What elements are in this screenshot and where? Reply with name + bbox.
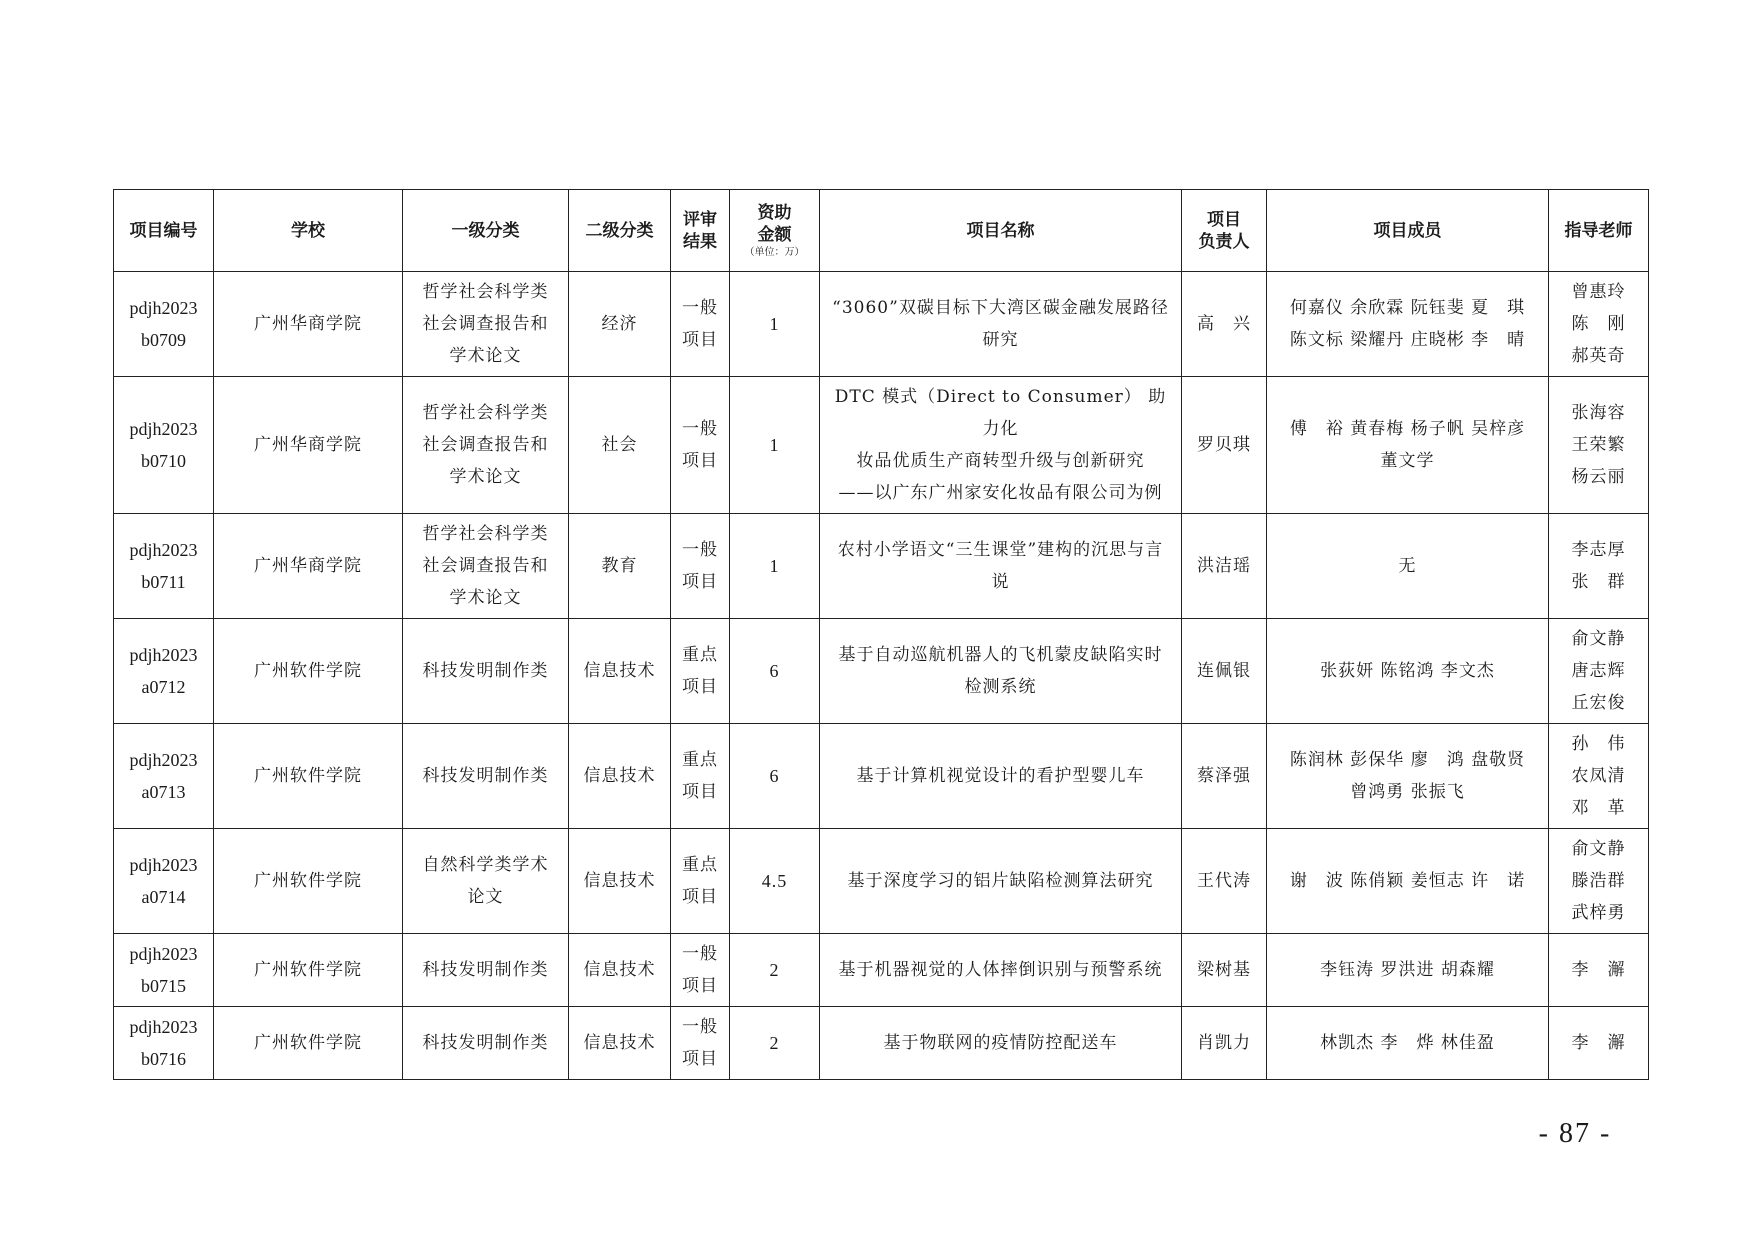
review-result-cell: 一般 项目 bbox=[671, 1007, 730, 1080]
project-code-cell: pdjh2023 b0715 bbox=[114, 934, 214, 1007]
level2-category-cell: 信息技术 bbox=[569, 1007, 671, 1080]
project-list-sheet bbox=[113, 189, 1649, 1080]
header-level1-category: 一级分类 bbox=[403, 190, 569, 272]
project-code-cell: pdjh2023 b0711 bbox=[114, 514, 214, 619]
funding-amount-cell: 6 bbox=[730, 724, 820, 829]
header-project-name: 项目名称 bbox=[820, 190, 1182, 272]
level1-category-cell: 哲学社会科学类 社会调查报告和 学术论文 bbox=[403, 377, 569, 514]
advisor-cell: 俞文静 滕浩群 武梓勇 bbox=[1549, 829, 1649, 934]
project-leader-cell: 罗贝琪 bbox=[1182, 377, 1267, 514]
project-code-cell: pdjh2023 a0712 bbox=[114, 619, 214, 724]
level1-category-cell: 自然科学类学术 论文 bbox=[403, 829, 569, 934]
header-advisor: 指导老师 bbox=[1549, 190, 1649, 272]
funding-amount-cell: 1 bbox=[730, 514, 820, 619]
table-row bbox=[114, 724, 1649, 829]
project-leader-cell: 连佩银 bbox=[1182, 619, 1267, 724]
review-result-cell: 重点 项目 bbox=[671, 829, 730, 934]
table-row bbox=[114, 934, 1649, 1007]
project-members-cell: 何嘉仪 余欣霖 阮钰斐 夏 琪 陈文标 梁耀丹 庄晓彬 李 晴 bbox=[1267, 272, 1549, 377]
funding-unit-note: （单位：万） bbox=[744, 246, 805, 258]
school-cell: 广州软件学院 bbox=[214, 724, 403, 829]
project-leader-cell: 蔡泽强 bbox=[1182, 724, 1267, 829]
advisor-cell: 李志厚 张 群 bbox=[1549, 514, 1649, 619]
level1-category-cell: 科技发明制作类 bbox=[403, 1007, 569, 1080]
review-result-cell: 一般 项目 bbox=[671, 377, 730, 514]
table-row bbox=[114, 619, 1649, 724]
header-row bbox=[114, 190, 1649, 272]
advisor-cell: 李 澥 bbox=[1549, 934, 1649, 1007]
level2-category-cell: 信息技术 bbox=[569, 724, 671, 829]
level2-category-cell: 信息技术 bbox=[569, 934, 671, 1007]
school-cell: 广州软件学院 bbox=[214, 619, 403, 724]
level2-category-cell: 教育 bbox=[569, 514, 671, 619]
level2-category-cell: 信息技术 bbox=[569, 829, 671, 934]
header-school: 学校 bbox=[214, 190, 403, 272]
project-code-cell: pdjh2023 a0714 bbox=[114, 829, 214, 934]
review-result-cell: 重点 项目 bbox=[671, 724, 730, 829]
advisor-cell: 张海容 王荣繁 杨云丽 bbox=[1549, 377, 1649, 514]
project-members-cell: 李钰涛 罗洪进 胡森耀 bbox=[1267, 934, 1549, 1007]
table-row bbox=[114, 1007, 1649, 1080]
header-project-code: 项目编号 bbox=[114, 190, 214, 272]
project-code-cell: pdjh2023 a0713 bbox=[114, 724, 214, 829]
project-members-cell: 无 bbox=[1267, 514, 1549, 619]
school-cell: 广州华商学院 bbox=[214, 514, 403, 619]
school-cell: 广州华商学院 bbox=[214, 272, 403, 377]
project-members-cell: 傅 裕 黄春梅 杨子帆 吴梓彦 董文学 bbox=[1267, 377, 1549, 514]
table-row bbox=[114, 514, 1649, 619]
level2-category-cell: 社会 bbox=[569, 377, 671, 514]
funding-amount-cell: 1 bbox=[730, 377, 820, 514]
project-members-cell: 林凯杰 李 烨 林佳盈 bbox=[1267, 1007, 1549, 1080]
project-name-cell: “3060”双碳目标下大湾区碳金融发展路径 研究 bbox=[820, 272, 1182, 377]
funding-amount-cell: 4.5 bbox=[730, 829, 820, 934]
header-funding-amount: 资助 金额 （单位：万） bbox=[730, 190, 820, 272]
school-cell: 广州软件学院 bbox=[214, 829, 403, 934]
project-leader-cell: 洪洁瑶 bbox=[1182, 514, 1267, 619]
project-leader-cell: 高 兴 bbox=[1182, 272, 1267, 377]
level1-category-cell: 哲学社会科学类 社会调查报告和 学术论文 bbox=[403, 272, 569, 377]
project-code-cell: pdjh2023 b0709 bbox=[114, 272, 214, 377]
project-name-cell: 基于自动巡航机器人的飞机蒙皮缺陷实时 检测系统 bbox=[820, 619, 1182, 724]
review-result-cell: 一般 项目 bbox=[671, 934, 730, 1007]
school-cell: 广州软件学院 bbox=[214, 1007, 403, 1080]
header-project-leader: 项目 负责人 bbox=[1182, 190, 1267, 272]
header-review-result: 评审 结果 bbox=[671, 190, 730, 272]
school-cell: 广州华商学院 bbox=[214, 377, 403, 514]
project-leader-cell: 梁树基 bbox=[1182, 934, 1267, 1007]
project-code-cell: pdjh2023 b0716 bbox=[114, 1007, 214, 1080]
header-project-members: 项目成员 bbox=[1267, 190, 1549, 272]
advisor-cell: 孙 伟 农凤清 邓 革 bbox=[1549, 724, 1649, 829]
project-members-cell: 陈润林 彭保华 廖 鸿 盘敬贤 曾鸿勇 张振飞 bbox=[1267, 724, 1549, 829]
funding-amount-cell: 2 bbox=[730, 1007, 820, 1080]
funding-amount-cell: 6 bbox=[730, 619, 820, 724]
project-code-cell: pdjh2023 b0710 bbox=[114, 377, 214, 514]
project-name-cell: 农村小学语文“三生课堂”建构的沉思与言 说 bbox=[820, 514, 1182, 619]
review-result-cell: 一般 项目 bbox=[671, 272, 730, 377]
review-result-cell: 一般 项目 bbox=[671, 514, 730, 619]
level1-category-cell: 科技发明制作类 bbox=[403, 619, 569, 724]
project-name-cell: 基于计算机视觉设计的看护型婴儿车 bbox=[820, 724, 1182, 829]
project-name-cell: 基于物联网的疫情防控配送车 bbox=[820, 1007, 1182, 1080]
level1-category-cell: 科技发明制作类 bbox=[403, 934, 569, 1007]
level1-category-cell: 科技发明制作类 bbox=[403, 724, 569, 829]
funding-amount-cell: 1 bbox=[730, 272, 820, 377]
school-cell: 广州软件学院 bbox=[214, 934, 403, 1007]
project-leader-cell: 肖凯力 bbox=[1182, 1007, 1267, 1080]
table-row bbox=[114, 377, 1649, 514]
level1-category-cell: 哲学社会科学类 社会调查报告和 学术论文 bbox=[403, 514, 569, 619]
project-leader-cell: 王代涛 bbox=[1182, 829, 1267, 934]
level2-category-cell: 信息技术 bbox=[569, 619, 671, 724]
table-body bbox=[114, 272, 1649, 1080]
project-table bbox=[113, 189, 1649, 1080]
project-members-cell: 张荻妍 陈铭鸿 李文杰 bbox=[1267, 619, 1549, 724]
project-name-cell: 基于深度学习的铝片缺陷检测算法研究 bbox=[820, 829, 1182, 934]
table-row bbox=[114, 829, 1649, 934]
page-number: - 87 - bbox=[1538, 1118, 1612, 1149]
project-name-cell: 基于机器视觉的人体摔倒识别与预警系统 bbox=[820, 934, 1182, 1007]
table-row bbox=[114, 272, 1649, 377]
funding-amount-cell: 2 bbox=[730, 934, 820, 1007]
advisor-cell: 曾惠玲 陈 刚 郝英奇 bbox=[1549, 272, 1649, 377]
review-result-cell: 重点 项目 bbox=[671, 619, 730, 724]
project-name-cell: DTC 模式（Direct to Consumer） 助力化 妆品优质生产商转型升级与创新研究 ——以广东广州家安化妆品有限公司为例 bbox=[820, 377, 1182, 514]
project-members-cell: 谢 波 陈俏颖 姜恒志 许 诺 bbox=[1267, 829, 1549, 934]
advisor-cell: 俞文静 唐志辉 丘宏俊 bbox=[1549, 619, 1649, 724]
advisor-cell: 李 澥 bbox=[1549, 1007, 1649, 1080]
header-level2-category: 二级分类 bbox=[569, 190, 671, 272]
level2-category-cell: 经济 bbox=[569, 272, 671, 377]
